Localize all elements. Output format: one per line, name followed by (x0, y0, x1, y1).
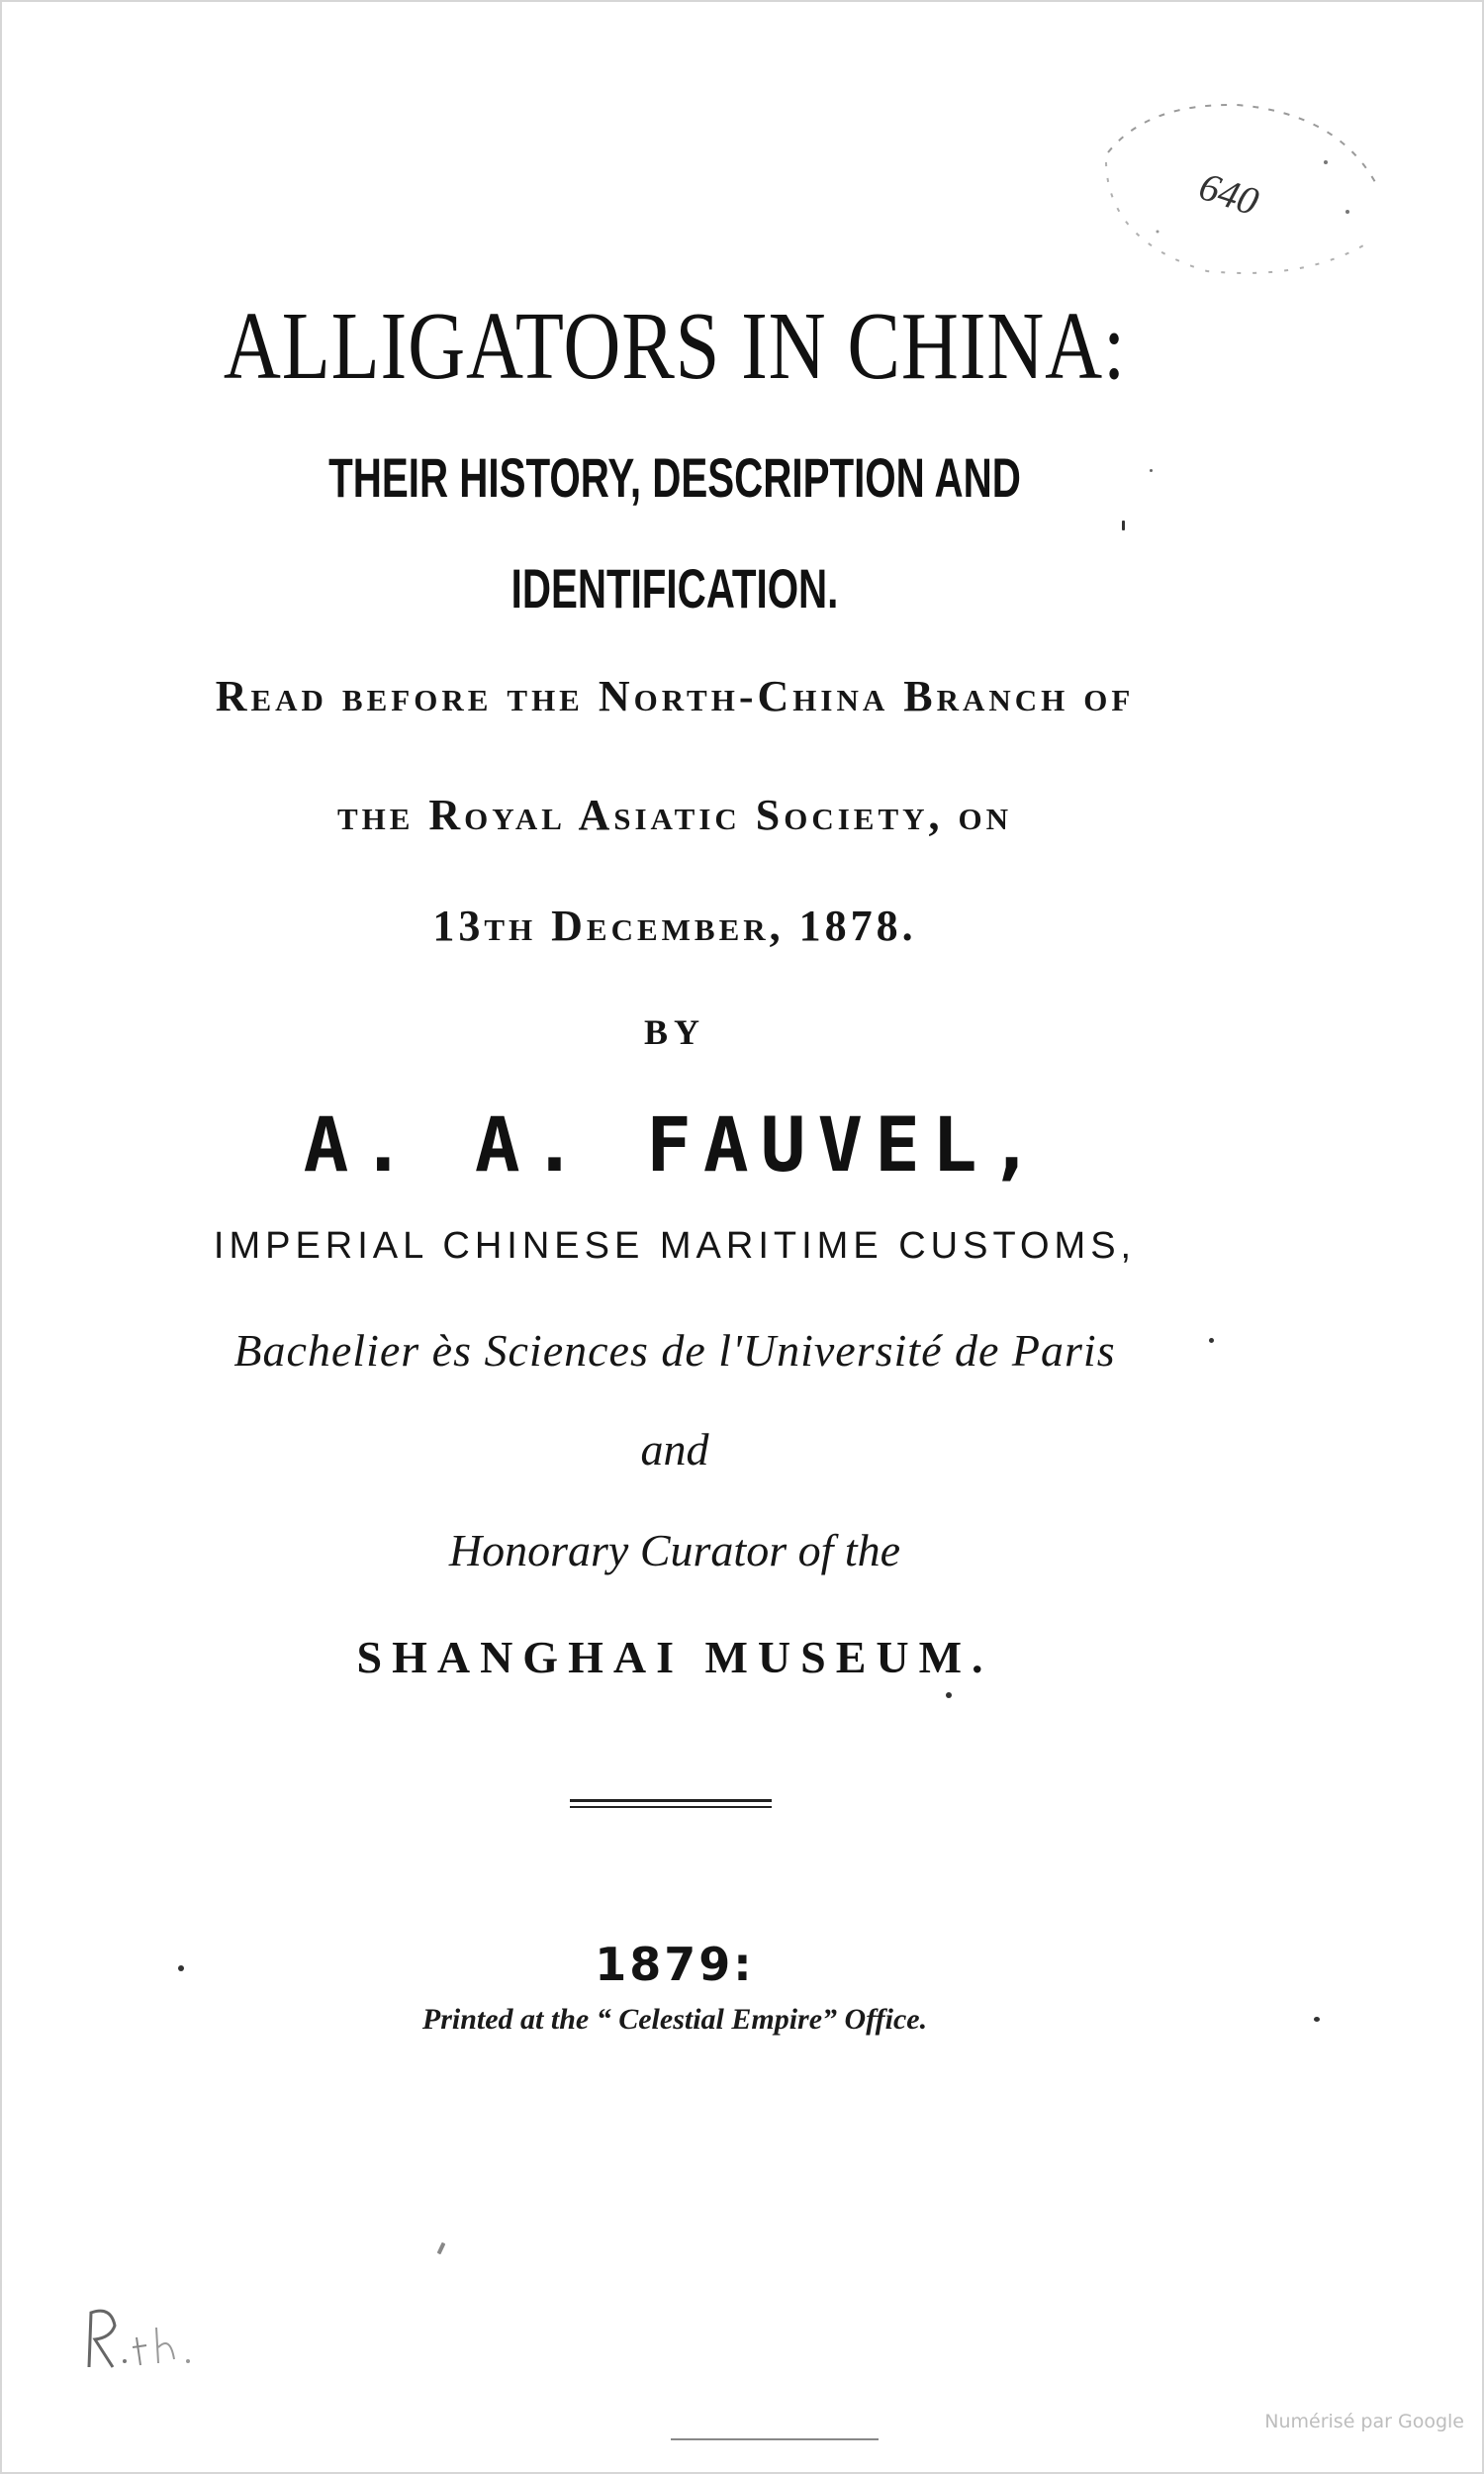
read-before-line-2: the Royal Asiatic Society, on (336, 791, 1013, 839)
conjunction-and: and (640, 1424, 709, 1475)
read-before-line-1: Read before the North-China Branch of (215, 672, 1135, 720)
double-rule-bottom (570, 1806, 772, 1808)
bottom-rule (671, 2438, 879, 2440)
handwritten-mark (81, 2298, 230, 2377)
ink-speck (1314, 2017, 1320, 2022)
by-label: BY (643, 1012, 705, 1052)
author-affiliation: IMPERIAL CHINESE MARITIME CUSTOMS, (213, 1225, 1137, 1267)
book-subtitle-line-1: THEIR HISTORY, DESCRIPTION AND (328, 446, 1021, 509)
book-title: ALLIGATORS IN CHINA: (223, 293, 1127, 400)
museum-name: SHANGHAI MUSEUM. (356, 1632, 993, 1682)
printer-line: Printed at the “ Celestial Empire” Office. (421, 2003, 928, 2036)
svg-text:640: 640 (1193, 163, 1264, 225)
double-rule-top (570, 1799, 772, 1802)
ink-speck (178, 1965, 184, 1971)
author-name: A. A. FAUVEL, (303, 1100, 1047, 1189)
author-degree: Bachelier ès Sciences de l'Université de Paris (233, 1325, 1116, 1376)
library-stamp (1088, 93, 1385, 291)
curator-line: Honorary Curator of the (448, 1525, 901, 1575)
book-subtitle-line-2: IDENTIFICATION. (510, 557, 839, 619)
publication-year: 1879: (595, 1938, 755, 1991)
ink-speck (437, 2242, 446, 2255)
ink-speck (946, 1692, 952, 1698)
digitization-watermark: Numérisé par Google (1264, 2411, 1464, 2432)
read-date: 13th December, 1878. (432, 902, 917, 950)
ink-speck (1150, 469, 1153, 472)
ink-speck (1209, 1338, 1214, 1343)
ink-speck (1122, 521, 1125, 530)
